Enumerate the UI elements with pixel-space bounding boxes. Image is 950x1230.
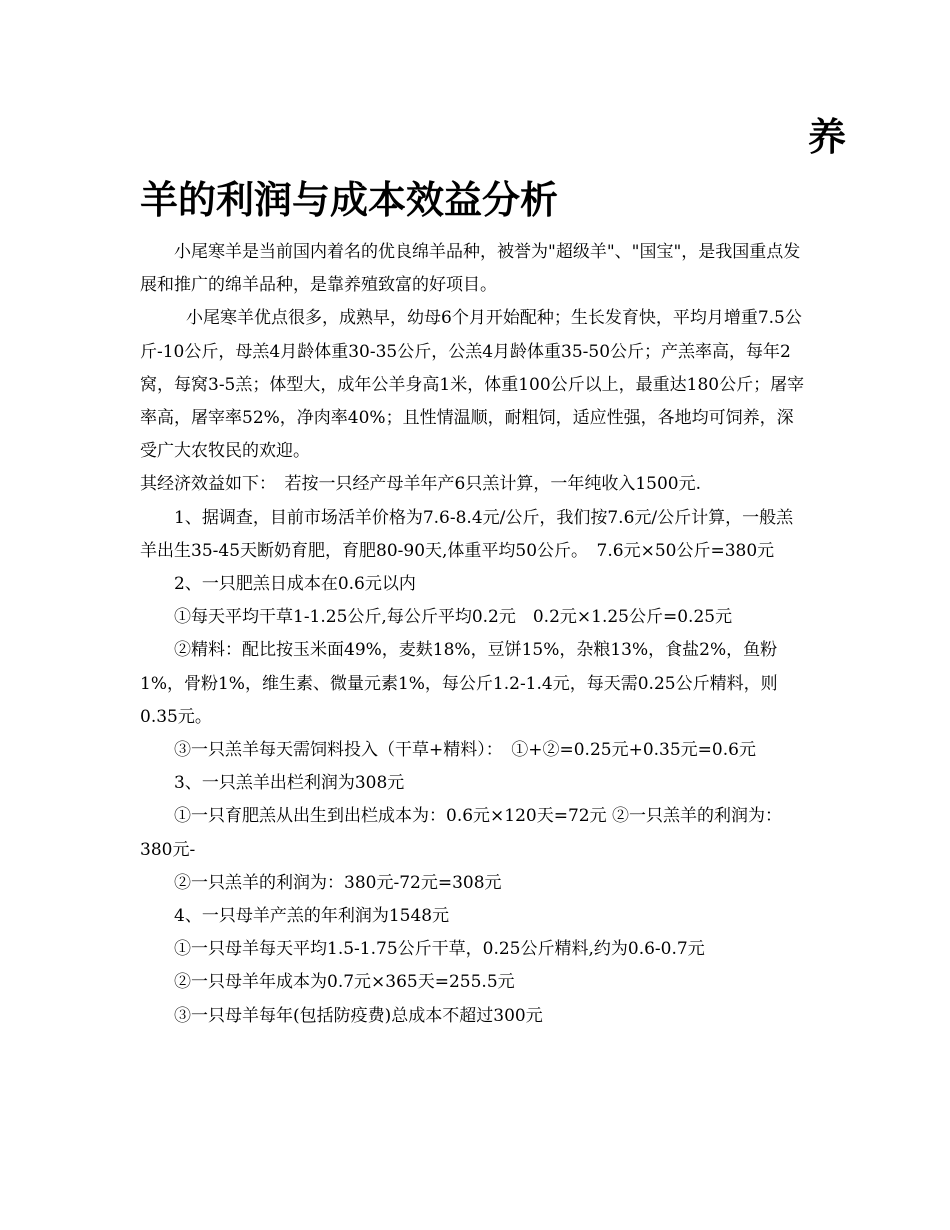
paragraph: 其经济效益如下： 若按一只经产母羊年产6只羔计算，一年纯收入1500元.: [140, 474, 701, 495]
paragraph: ②精料：配比按玉米面49%，麦麸18%，豆饼15%，杂粮13%，食盐2%，鱼粉1%，骨粉1%，维生素、微量元素1%，每公斤1.2-1.4元，每天需0.25公斤精料，则0.35元。: [140, 640, 778, 727]
paragraph: 4、一只母羊产羔的年利润为1548元: [174, 906, 450, 927]
page-title: 羊的利润与成本效益分析: [140, 178, 559, 222]
title-first-char: 养: [808, 115, 847, 159]
paragraph: 1、据调查，目前市场活羊价格为7.6-8.4元/公斤，我们按7.6元/公斤计算，一般羔羊出生35-45天断奶育肥，育肥80-90天,体重平均50公斤。 7.6元×50公斤=380元: [140, 507, 794, 561]
paragraph: ①每天平均干草1-1.25公斤,每公斤平均0.2元 0.2元×1.25公斤=0.25元: [174, 607, 733, 628]
paragraph: ①一只母羊每天平均1.5-1.75公斤干草，0.25公斤精料,约为0.6-0.7元: [174, 939, 705, 960]
paragraph: ③一只母羊每年(包括防疫费)总成本不超过300元: [174, 1005, 543, 1026]
paragraph: 2、一只肥羔日成本在0.6元以内: [174, 574, 416, 595]
paragraph: ②一只母羊年成本为0.7元×365天=255.5元: [174, 972, 515, 993]
paragraph: ②一只羔羊的利润为：380元-72元=308元: [174, 872, 502, 893]
paragraph: 小尾寒羊优点很多，成熟早，幼母6个月开始配种；生长发育快，平均月增重7.5公斤-10公斤，母羔4月龄体重30-35公斤，公羔4月龄体重35-50公斤；产羔率高，每年2窝，每窝3-5羔；体型大，成年公羊身高1米，体重100公斤以上，最重达180公斤；屠宰率高，屠宰率52%，净肉率40%；且性情温顺，耐粗饲，适应性强，各地均可饲养，深受广大农牧民的欢迎。: [140, 308, 805, 462]
document-body: [140, 236, 808, 1033]
paragraph: 3、一只羔羊出栏利润为308元: [174, 773, 405, 794]
paragraph: 小尾寒羊是当前国内着名的优良绵羊品种，被誉为"超级羊"、"国宝"，是我国重点发展和推广的绵羊品种，是靠养殖致富的好项目。: [140, 242, 801, 296]
paragraph: ①一只育肥羔从出生到出栏成本为：0.6元×120天=72元 ②一只羔羊的利润为：380元-: [140, 806, 783, 860]
paragraph: ③一只羔羊每天需饲料投入（干草+精料）： ①+②=0.25元+0.35元=0.6元: [174, 740, 756, 761]
